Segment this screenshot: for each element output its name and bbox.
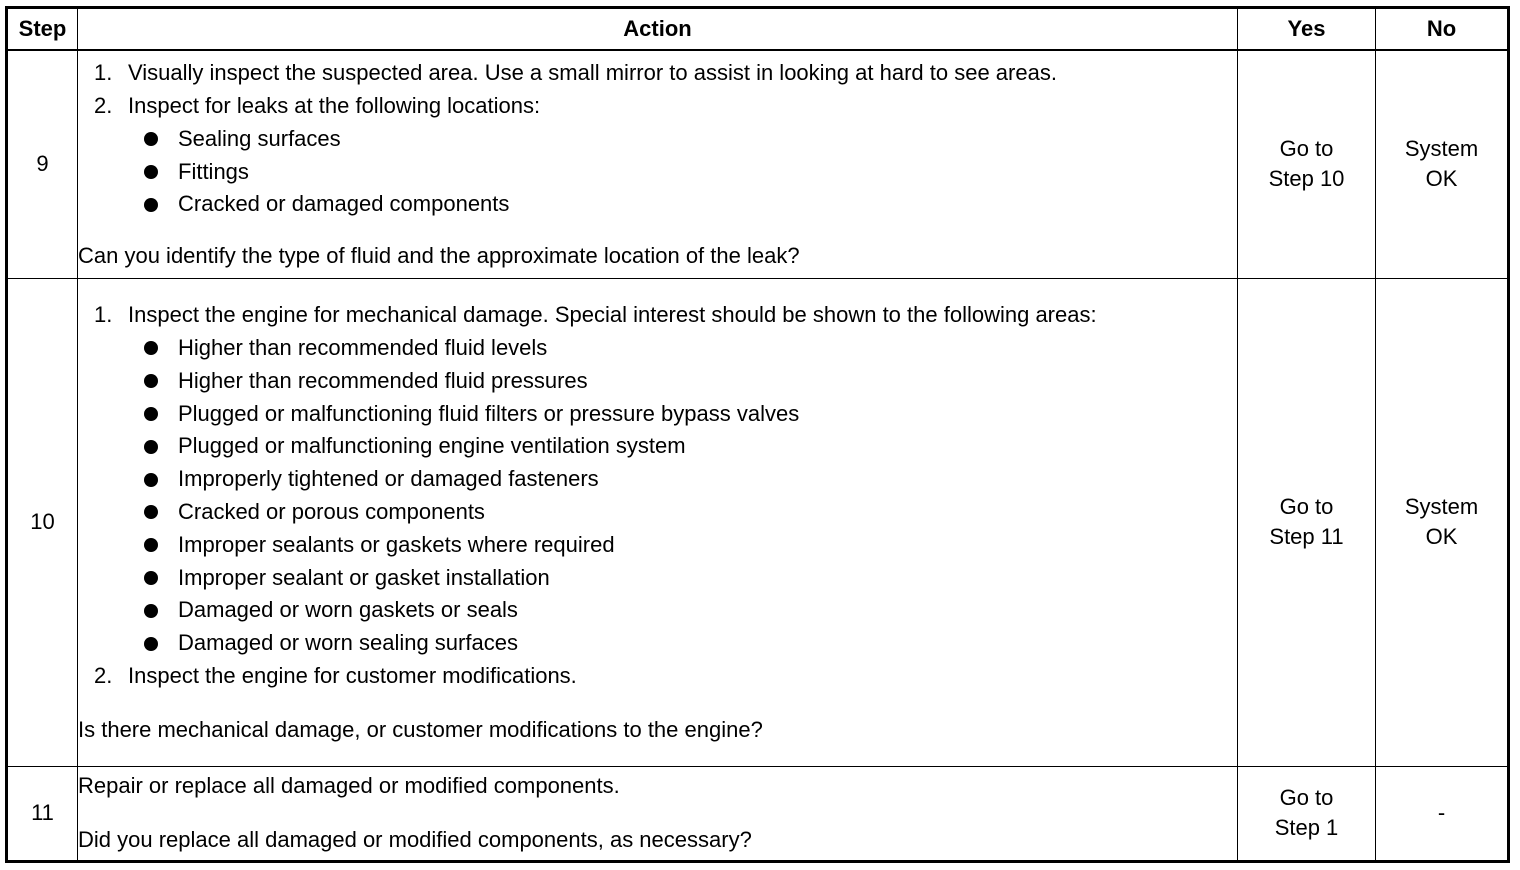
bullet-icon [144,165,158,179]
table-row [7,278,1509,766]
bullet-icon [144,132,158,146]
action-cell [78,278,1238,766]
list-item: Higher than recommended fluid levels [78,332,1237,365]
bullet-icon [144,198,158,212]
question-text: Is there mechanical damage, or customer modifications to the engine? [78,716,763,742]
header-no: No [1376,8,1509,51]
yes-result: Go to Step 10 [1238,50,1376,278]
item-text: Inspect for leaks at the following locations: [128,93,541,119]
list-item: Improper sealants or gaskets where required [78,529,1237,562]
list-item: Damaged or worn gaskets or seals [78,594,1237,627]
item-text: Inspect the engine for customer modifications. [128,662,577,688]
list-item: Cracked or porous components [78,496,1237,529]
header-row [7,8,1509,51]
list-item: Higher than recommended fluid pressures [78,365,1237,398]
list-item: Plugged or malfunctioning fluid filters or pressure bypass valves [78,398,1237,431]
list-item: Fittings [78,156,1237,189]
list-item: Improperly tightened or damaged fasteners [78,463,1237,496]
bullet-list [78,332,1237,660]
header-action: Action [78,8,1238,51]
action-item [78,299,1237,332]
step-number: 9 [7,50,78,278]
bullet-icon [144,473,158,487]
question-text: Did you replace all damaged or modified components, as necessary? [78,827,752,853]
no-result: System OK [1376,50,1509,278]
bullet-icon [144,538,158,552]
action-text: Repair or replace all damaged or modified components. [78,773,620,799]
item-number: 1. [94,302,113,328]
list-item: Cracked or damaged components [78,188,1237,221]
action-cell [78,766,1238,862]
step-number: 11 [7,766,78,862]
list-item: Plugged or malfunctioning engine ventilation system [78,430,1237,463]
step-number: 10 [7,278,78,766]
yes-result: Go to Step 11 [1238,278,1376,766]
item-number: 2. [94,93,113,119]
bullet-icon [144,407,158,421]
item-text: Visually inspect the suspected area. Use a small mirror to assist in looking at hard to see areas. [128,60,1057,86]
question-text: Can you identify the type of fluid and the approximate location of the leak? [78,243,800,269]
header-yes: Yes [1238,8,1376,51]
bullet-list [78,123,1237,221]
no-result: System OK [1376,278,1509,766]
bullet-icon [144,571,158,585]
list-item: Damaged or worn sealing surfaces [78,627,1237,660]
diagnostic-table [5,6,1510,863]
bullet-icon [144,505,158,519]
bullet-icon [144,604,158,618]
table-row [7,766,1509,862]
list-item: Improper sealant or gasket installation [78,562,1237,595]
action-item [78,57,1237,90]
action-item [78,660,1237,693]
no-result: - [1376,766,1509,862]
bullet-icon [144,637,158,651]
item-number: 2. [94,662,113,688]
list-item: Sealing surfaces [78,123,1237,156]
bullet-icon [144,374,158,388]
table-row [7,50,1509,278]
yes-result: Go to Step 1 [1238,766,1376,862]
item-text: Inspect the engine for mechanical damage. Special interest should be shown to the following areas: [128,302,1097,328]
bullet-icon [144,440,158,454]
header-step: Step [7,8,78,51]
action-cell [78,50,1238,278]
item-number: 1. [94,60,113,86]
action-item [78,90,1237,123]
bullet-icon [144,341,158,355]
